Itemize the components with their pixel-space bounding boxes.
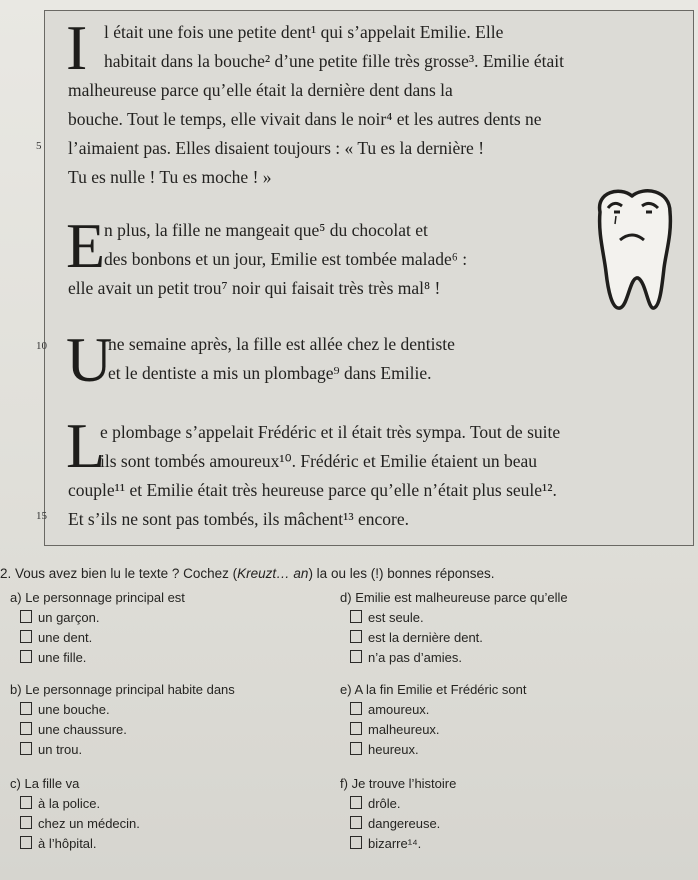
option-label: une bouche. <box>38 702 110 717</box>
story-line: couple¹¹ et Emilie était très heureuse parce qu’elle n’était plus seule¹². <box>68 480 557 500</box>
option[interactable] <box>10 648 185 668</box>
dropcap-l: L <box>66 410 106 481</box>
question-text: A la fin Emilie et Frédéric sont <box>354 682 527 697</box>
question-text: La fille va <box>24 776 80 791</box>
question-label: c) <box>10 776 21 791</box>
question-title <box>10 588 185 608</box>
question-title <box>10 774 140 794</box>
checkbox[interactable] <box>20 836 32 849</box>
option-label: malheureux. <box>368 722 440 737</box>
paragraph-2-cont <box>68 274 440 303</box>
story-line: l’aimaient pas. Elles disaient toujours : « Tu es la dernière ! <box>68 138 485 158</box>
checkbox[interactable] <box>20 816 32 829</box>
question-e <box>340 680 526 760</box>
story-line: l était une fois une petite dent¹ qui s’appelait Emilie. Elle <box>104 22 504 42</box>
option[interactable] <box>10 628 185 648</box>
checkbox[interactable] <box>350 722 362 735</box>
paragraph-1 <box>104 18 564 76</box>
option-label: une dent. <box>38 630 93 645</box>
option[interactable] <box>340 720 526 740</box>
option-label: une fille. <box>38 650 87 665</box>
option-label: est seule. <box>368 610 424 625</box>
paragraph-1-cont <box>68 76 542 192</box>
option-label: une chaussure. <box>38 722 127 737</box>
story-line: et le dentiste a mis un plombage⁹ dans Emilie. <box>108 363 432 383</box>
option[interactable] <box>10 700 235 720</box>
paragraph-2 <box>104 216 467 274</box>
line-number-10: 10 <box>36 340 47 352</box>
option-label: dangereuse. <box>368 816 441 831</box>
line-number-5: 5 <box>36 140 42 152</box>
checkbox[interactable] <box>350 630 362 643</box>
instruction-text-end: ) la ou les (!) bonnes réponses. <box>308 566 495 581</box>
option[interactable] <box>340 814 456 834</box>
checkbox[interactable] <box>20 610 32 623</box>
option-label: à l’hôpital. <box>38 836 97 851</box>
story-line: des bonbons et un jour, Emilie est tombée malade⁶ : <box>104 249 468 269</box>
option-label: bizarre¹⁴. <box>368 836 422 851</box>
dropcap-i: I <box>66 12 88 83</box>
checkbox[interactable] <box>20 650 32 663</box>
sad-tooth-illustration <box>586 182 682 314</box>
checkbox[interactable] <box>350 742 362 755</box>
option-label: un trou. <box>38 742 83 757</box>
exercise-instruction <box>0 566 495 581</box>
option[interactable] <box>340 700 526 720</box>
dropcap-u: U <box>66 324 113 395</box>
option[interactable] <box>340 648 568 668</box>
question-label: e) <box>340 682 352 697</box>
question-f <box>340 774 456 854</box>
option-label: heureux. <box>368 742 419 757</box>
story-line: bouche. Tout le temps, elle vivait dans le noir⁴ et les autres dents ne <box>68 109 542 129</box>
option[interactable] <box>10 608 185 628</box>
story-line: Tu es nulle ! Tu es moche ! » <box>68 167 272 187</box>
question-text: Emilie est malheureuse parce qu’elle <box>355 590 568 605</box>
question-label: d) <box>340 590 352 605</box>
question-text: Je trouve l’histoire <box>351 776 457 791</box>
instruction-italic: Kreuzt… an <box>237 566 309 581</box>
option-label: un garçon. <box>38 610 100 625</box>
option[interactable] <box>10 740 235 760</box>
checkbox[interactable] <box>350 836 362 849</box>
dropcap-e: E <box>66 210 106 281</box>
option-label: à la police. <box>38 796 101 811</box>
option[interactable] <box>10 794 140 814</box>
story-line: ne semaine après, la fille est allée chez le dentiste <box>108 334 455 354</box>
checkbox[interactable] <box>350 796 362 809</box>
question-text: Le personnage principal est <box>25 590 185 605</box>
story-line: e plombage s’appelait Frédéric et il était très sympa. Tout de suite <box>100 422 561 442</box>
story-line: habitait dans la bouche² d’une petite fille très grosse³. Emilie était <box>104 51 564 71</box>
question-label: a) <box>10 590 22 605</box>
option-label: drôle. <box>368 796 401 811</box>
checkbox[interactable] <box>350 650 362 663</box>
question-title <box>10 680 235 700</box>
question-d <box>340 588 568 668</box>
line-number-15: 15 <box>36 510 47 522</box>
option[interactable] <box>340 628 568 648</box>
question-c <box>10 774 140 854</box>
option[interactable] <box>340 740 526 760</box>
option-label: est la dernière dent. <box>368 630 483 645</box>
paragraph-4-cont <box>68 476 557 534</box>
checkbox[interactable] <box>350 816 362 829</box>
instruction-text: 2. Vous avez bien lu le texte ? Cochez ( <box>0 566 238 581</box>
question-title <box>340 774 456 794</box>
question-label: b) <box>10 682 22 697</box>
story-line: malheureuse parce qu’elle était la dernière dent dans la <box>68 80 453 100</box>
option-label: chez un médecin. <box>38 816 140 831</box>
checkbox[interactable] <box>350 610 362 623</box>
story-line: n plus, la fille ne mangeait que⁵ du chocolat et <box>104 220 428 240</box>
paragraph-3 <box>108 330 455 388</box>
paragraph-4 <box>100 418 560 476</box>
story-line: ils sont tombés amoureux¹⁰. Frédéric et Emilie étaient un beau <box>100 451 538 471</box>
option-label: n’a pas d’amies. <box>368 650 462 665</box>
story-line: Et s’ils ne sont pas tombés, ils mâchent¹³ encore. <box>68 509 409 529</box>
option[interactable] <box>340 608 568 628</box>
question-label: f) <box>340 776 348 791</box>
option[interactable] <box>10 720 235 740</box>
question-title <box>340 588 568 608</box>
question-text: Le personnage principal habite dans <box>25 682 235 697</box>
story-line: elle avait un petit trou⁷ noir qui faisait très très mal⁸ ! <box>68 278 441 298</box>
checkbox[interactable] <box>20 630 32 643</box>
checkbox[interactable] <box>20 722 32 735</box>
option[interactable] <box>10 814 140 834</box>
question-b <box>10 680 235 760</box>
option-label: amoureux. <box>368 702 430 717</box>
question-a <box>10 588 185 668</box>
option[interactable] <box>340 794 456 814</box>
question-title <box>340 680 526 700</box>
checkbox[interactable] <box>20 702 32 715</box>
checkbox[interactable] <box>20 796 32 809</box>
checkbox[interactable] <box>20 742 32 755</box>
option[interactable] <box>340 834 456 854</box>
option[interactable] <box>10 834 140 854</box>
checkbox[interactable] <box>350 702 362 715</box>
